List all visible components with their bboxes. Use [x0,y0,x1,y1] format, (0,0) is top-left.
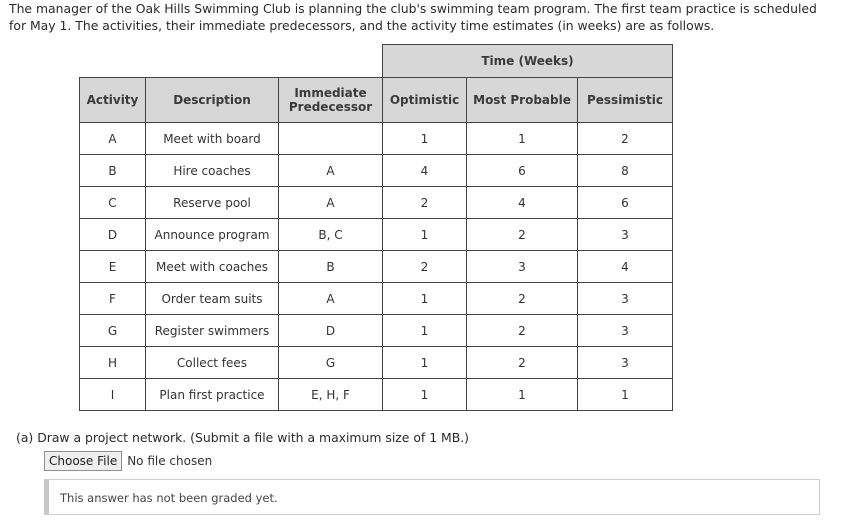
table-row [80,283,673,315]
cell-description: Announce program [146,219,279,251]
cell-activity: F [80,283,146,315]
cell-optimistic: 1 [383,379,467,411]
cell-predecessor: B, C [279,219,383,251]
optimistic-header: Optimistic [383,78,467,123]
cell-optimistic: 1 [383,219,467,251]
cell-predecessor: E, H, F [279,379,383,411]
activity-header: Activity [80,78,146,123]
cell-pessimistic: 3 [578,315,673,347]
cell-most-probable: 3 [467,251,578,283]
table-row [80,379,673,411]
cell-most-probable: 4 [467,187,578,219]
cell-optimistic: 1 [383,347,467,379]
table-row [80,123,673,155]
cell-activity: E [80,251,146,283]
cell-most-probable: 2 [467,283,578,315]
table-row [80,347,673,379]
cell-optimistic: 1 [383,315,467,347]
predecessor-header [279,78,383,123]
question-a: (a) Draw a project network. (Submit a file with a maximum size of 1 MB.) [16,430,469,445]
cell-activity: I [80,379,146,411]
cell-pessimistic: 2 [578,123,673,155]
cell-predecessor: A [279,155,383,187]
cell-activity: D [80,219,146,251]
cell-pessimistic: 8 [578,155,673,187]
cell-description: Meet with board [146,123,279,155]
cell-most-probable: 1 [467,123,578,155]
grading-status-text: This answer has not been graded yet. [60,491,278,505]
table-row [80,219,673,251]
cell-predecessor: A [279,283,383,315]
problem-statement: The manager of the Oak Hills Swimming Club is planning the club's swimming team program. The first team practice is scheduled for May 1. The activities, their immediate predecessors, and the activity time estimates (in weeks) are as follows. [9,1,817,33]
table-row [80,155,673,187]
cell-description: Register swimmers [146,315,279,347]
table-row [80,315,673,347]
cell-description: Plan first practice [146,379,279,411]
cell-predecessor: D [279,315,383,347]
cell-optimistic: 4 [383,155,467,187]
cell-description: Collect fees [146,347,279,379]
time-weeks-header: Time (Weeks) [383,45,673,78]
cell-description: Reserve pool [146,187,279,219]
cell-most-probable: 6 [467,155,578,187]
cell-most-probable: 2 [467,347,578,379]
choose-file-button[interactable]: Choose File [44,451,122,471]
cell-most-probable: 2 [467,219,578,251]
cell-description: Hire coaches [146,155,279,187]
predecessor-header-line2: Predecessor [288,100,373,114]
description-header: Description [146,78,279,123]
cell-predecessor: A [279,187,383,219]
cell-description: Order team suits [146,283,279,315]
pessimistic-header: Pessimistic [578,78,673,123]
cell-description: Meet with coaches [146,251,279,283]
cell-pessimistic: 3 [578,347,673,379]
most-probable-header: Most Probable [467,78,578,123]
cell-predecessor: B [279,251,383,283]
cell-predecessor [279,123,383,155]
cell-most-probable: 2 [467,315,578,347]
cell-pessimistic: 4 [578,251,673,283]
activity-table [79,44,673,411]
cell-pessimistic: 6 [578,187,673,219]
grading-status-box [44,479,820,515]
cell-optimistic: 1 [383,283,467,315]
cell-pessimistic: 1 [578,379,673,411]
cell-most-probable: 1 [467,379,578,411]
cell-activity: A [80,123,146,155]
cell-pessimistic: 3 [578,219,673,251]
cell-optimistic: 2 [383,251,467,283]
cell-activity: B [80,155,146,187]
predecessor-header-line1: Immediate [294,86,367,100]
cell-optimistic: 2 [383,187,467,219]
cell-predecessor: G [279,347,383,379]
table-row [80,251,673,283]
cell-pessimistic: 3 [578,283,673,315]
blank-header-space [80,45,383,78]
file-upload [44,451,212,471]
cell-activity: G [80,315,146,347]
cell-optimistic: 1 [383,123,467,155]
cell-activity: C [80,187,146,219]
file-status: No file chosen [127,454,213,468]
cell-activity: H [80,347,146,379]
table-row [80,187,673,219]
